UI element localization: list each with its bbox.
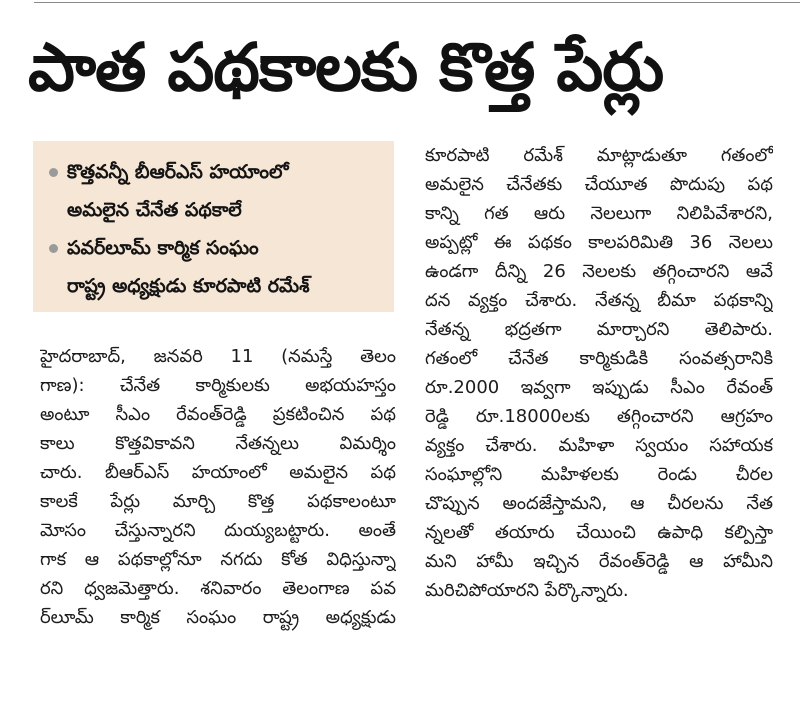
body-line: చొప్పున అందజేస్తామని, ఆ చీరలను నేత — [425, 493, 773, 514]
article-body-right — [425, 141, 773, 605]
body-line: రూ.2000 ఇవ్వగా ఇప్పుడు సీఎం రేవంత్ — [425, 377, 773, 398]
body-line: ర్‌లూమ్ కార్మిక సంఘం రాష్ట్ర అధ్యక్షుడు — [40, 607, 396, 628]
highlight-list — [33, 141, 394, 305]
highlight-item — [47, 153, 386, 229]
body-line: గాణ): చేనేత కార్మికులకు అభయహస్తం — [40, 375, 396, 396]
body-line: కాలకే పేర్లు మార్చి కొత్త పథకాలంటూ — [40, 491, 396, 512]
body-line: అప్పట్లో ఈ పథకం కాలపరిమితి 36 నెలలు — [425, 232, 773, 253]
body-line: న్నలతో తయారు చేయించి ఉపాధి కల్పిస్తా — [425, 522, 773, 543]
body-line: రెడ్డి రూ.18000లకు తగ్గించారని ఆగ్రహం — [425, 406, 773, 427]
body-line: కాలు కొత్తవికావని నేతన్నలు విమర్శిం — [40, 433, 396, 454]
highlight-line: కొత్తవన్నీ బీఆర్ఎస్ హయాంలో — [67, 161, 289, 183]
body-line: రని ధ్వజమెత్తారు. శనివారం తెలంగాణ పవ — [40, 578, 396, 599]
highlight-line: అమలైన చేనేత పథకాలే — [67, 199, 242, 221]
body-line: కూరపాటి రమేశ్ మాట్లాడుతూ గతంలో — [425, 145, 773, 166]
body-line: గతంలో చేనేత కార్మికుడికి సంవత్సరానికి — [425, 348, 773, 369]
highlight-box — [33, 141, 394, 312]
highlight-item — [47, 229, 386, 305]
body-line: మోసం చేస్తున్నారని దుయ్యబట్టారు. అంతే — [40, 520, 396, 541]
top-rule — [34, 2, 800, 3]
body-line: సంఘాల్లోని మహిళలకు రెండు చీరల — [425, 464, 773, 485]
body-line: మని హామీ ఇచ్చిన రేవంత్‌రెడ్డి ఆ హామీని — [425, 551, 773, 572]
body-line: వ్యక్తం చేశారు. మహిళా స్వయం సహాయక — [425, 435, 773, 456]
body-line: అంటూ సీఎం రేవంత్‌రెడ్డి ప్రకటించిన పథ — [40, 404, 396, 425]
body-line: చారు. బీఆర్ఎస్ హయాంలో అమలైన పథ — [40, 462, 396, 483]
body-line: నేతన్న భద్రతగా మార్చారని తెలిపారు. — [425, 319, 773, 340]
headline: పాత పథకాలకు కొత్త పేర్లు — [28, 29, 664, 106]
body-line: గాక ఆ పథకాల్లోనూ నగదు కోత విధిస్తున్నా — [40, 549, 396, 570]
bullet-icon — [49, 244, 58, 253]
body-line: మరిచిపోయారని పేర్కొన్నారు. — [425, 580, 629, 601]
highlight-line: పవర్‌లూమ్ కార్మిక సంఘం — [67, 237, 259, 259]
highlight-line: రాష్ట్ర అధ్యక్షుడు కూరపాటి రమేశ్ — [67, 275, 310, 297]
body-line: ఉండగా దీన్ని 26 నెలలకు తగ్గించారని ఆవే — [425, 261, 773, 282]
body-line: దన వ్యక్తం చేశారు. నేతన్న బీమా పథకాన్ని — [425, 290, 773, 311]
body-line: హైదరాబాద్, జనవరి 11 (నమస్తే తెలం — [40, 346, 396, 367]
body-line: అమలైన చేనేతకు చేయూత పొదుపు పథ — [425, 174, 773, 195]
body-line: కాన్ని గత ఆరు నెలలుగా నిలిపివేశారని, — [425, 203, 773, 224]
bullet-icon — [49, 168, 58, 177]
article-body-left — [40, 342, 396, 632]
